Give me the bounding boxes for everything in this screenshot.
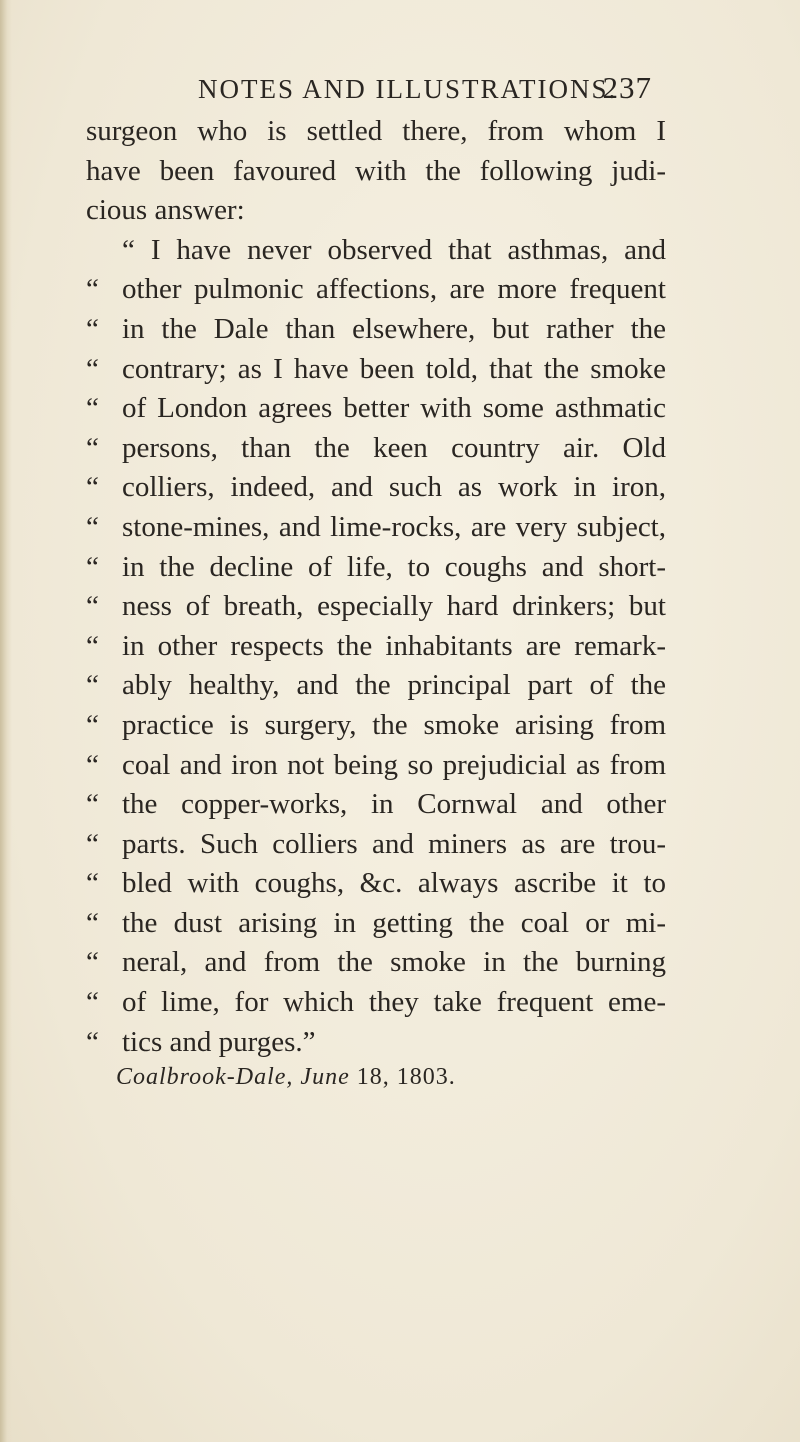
quote-line <box>86 310 666 350</box>
quote-line-text: persons, than the keen country air. Old <box>122 431 666 464</box>
quote-line-text: parts. Such colliers and miners as are trou- <box>122 827 666 860</box>
quote-line <box>86 468 666 508</box>
quote-line-text: contrary; as I have been told, that the smoke <box>122 352 666 385</box>
quote-mark: “ <box>86 431 99 464</box>
quote-line-text: bled with coughs, &c. always ascribe it to <box>122 867 666 900</box>
quote-first-line-text: I have never observed that asthmas, and <box>150 233 667 266</box>
quote-line <box>86 508 666 548</box>
quote-line-text: ably healthy, and the principal part of the <box>122 669 666 702</box>
quote-line-text: the copper-works, in Cornwal and other <box>122 788 666 821</box>
quote-line <box>86 706 666 746</box>
quote-line <box>86 983 666 1023</box>
quote-line <box>86 350 666 390</box>
quote-mark: “ <box>86 906 99 939</box>
quote-mark: “ <box>86 510 99 543</box>
quote-line-text: other pulmonic affections, are more frequent <box>122 273 666 306</box>
quote-line <box>86 389 666 429</box>
quote-mark: “ <box>86 1025 99 1058</box>
quote-mark: “ <box>86 471 99 504</box>
quote-line <box>86 627 666 667</box>
quote-line-text: ness of breath, especially hard drinkers; but <box>122 590 666 623</box>
quote-line-text: in other respects the inhabitants are remark- <box>122 629 666 662</box>
quote-mark: “ <box>122 233 135 266</box>
quote-first-line <box>86 231 666 271</box>
quote-line-text: in the Dale than elsewhere, but rather the <box>122 312 666 345</box>
quote-mark: “ <box>86 788 99 821</box>
quote-mark: “ <box>86 629 99 662</box>
quote-mark: “ <box>86 590 99 623</box>
quote-mark: “ <box>86 352 99 385</box>
quote-line <box>86 1023 666 1063</box>
quote-line <box>86 785 666 825</box>
quote-line <box>86 587 666 627</box>
quote-line-text: in the decline of life, to coughs and short- <box>122 550 666 583</box>
signoff <box>116 1064 456 1091</box>
quote-line-text: colliers, indeed, and such as work in iron, <box>122 471 666 504</box>
quote-line <box>86 429 666 469</box>
quote-mark: “ <box>86 748 99 781</box>
signoff-place: Coalbrook-Dale, <box>116 1064 294 1090</box>
quote-mark: “ <box>86 708 99 741</box>
quote-line-text: coal and iron not being so prejudicial as from <box>122 748 666 781</box>
text-line: surgeon who is settled there, from whom I <box>86 115 666 147</box>
quote-line-text: of lime, for which they take frequent eme- <box>122 986 666 1019</box>
signoff-month: June <box>300 1064 350 1090</box>
quote-line <box>86 864 666 904</box>
quote-line <box>86 270 666 310</box>
page-header <box>162 70 652 114</box>
quote-line-text: tics and purges.” <box>122 1025 316 1058</box>
quote-mark: “ <box>86 273 99 306</box>
quote-mark: “ <box>86 986 99 1019</box>
quote-line <box>86 746 666 786</box>
text-line: have been favoured with the following judi- <box>86 154 666 187</box>
quote-line-text: stone-mines, and lime-rocks, are very subject, <box>122 510 666 543</box>
quote-mark: “ <box>86 312 99 345</box>
quote-mark: “ <box>86 867 99 900</box>
quote-line <box>86 548 666 588</box>
quote-mark: “ <box>86 550 99 583</box>
quote-mark: “ <box>86 669 99 702</box>
quote-mark: “ <box>86 946 99 979</box>
quote-line <box>86 943 666 983</box>
quote-line <box>86 825 666 865</box>
quote-mark: “ <box>86 392 99 425</box>
quote-line-text: practice is surgery, the smoke arising from <box>122 708 666 741</box>
quote-line <box>86 904 666 944</box>
page-binding-edge <box>0 0 12 1442</box>
quote-line-text: neral, and from the smoke in the burning <box>122 946 666 979</box>
body-text <box>86 112 666 1062</box>
quote-lines <box>86 270 666 1062</box>
quote-line <box>86 666 666 706</box>
quote-line-text: the dust arising in getting the coal or mi- <box>122 906 666 939</box>
signoff-date: 18, 1803. <box>356 1064 456 1090</box>
quote-mark: “ <box>86 827 99 860</box>
page-number: 237 <box>602 70 652 105</box>
running-head: NOTES AND ILLUSTRATIONS. <box>198 74 618 104</box>
quote-line-text: of London agrees better with some asthmatic <box>122 392 666 425</box>
text-line: cious answer: <box>86 194 245 227</box>
